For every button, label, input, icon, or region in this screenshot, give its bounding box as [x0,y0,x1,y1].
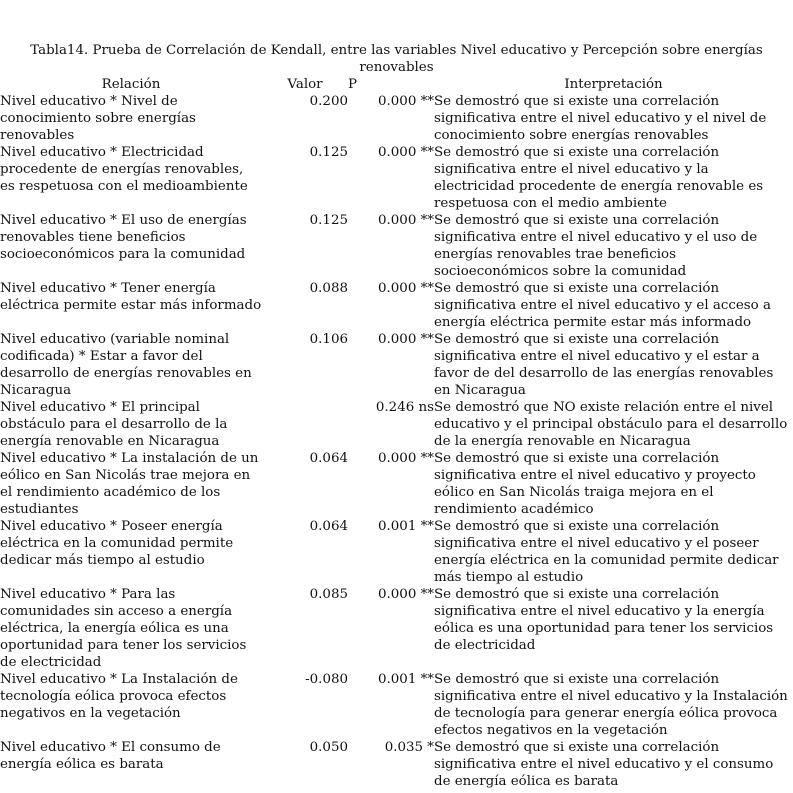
table-caption [0,42,793,76]
cell-p: 0.000 ** [378,587,434,602]
cell-relacion: Nivel educativo * El consumo de energía eólica es barata [0,740,221,772]
table-row [0,450,793,518]
cell-valor: 0.064 [309,451,348,466]
table-row [0,518,793,586]
cell-interpretacion: Se demostró que si existe una correlación significativa entre el nivel educativo y la electricidad procedente de energía renovable es respetuosa con el medio ambiente [434,145,764,211]
cell-valor: 0.050 [309,740,348,755]
table-row [0,280,793,331]
table-row [0,93,793,144]
table-row [0,331,793,399]
cell-p: 0.001 ** [378,519,434,534]
cell-p: 0.000 ** [378,145,434,160]
cell-p: 0.000 ** [378,332,434,347]
table-row [0,144,793,212]
cell-p: 0.000 ** [378,451,434,466]
cell-p: 0.000 ** [378,213,434,228]
cell-interpretacion: Se demostró que si existe una correlación significativa entre el nivel educativo y el nivel de conocimiento sobre energías renovables [434,94,767,143]
header-valor: Valor [287,77,323,92]
cell-relacion: Nivel educativo * El uso de energías renovables tiene beneficios socioeconómicos para la comunidad [0,213,247,262]
cell-valor: 0.064 [309,519,348,534]
header-p: P [348,77,358,92]
cell-valor: 0.200 [309,94,348,109]
cell-valor [262,399,348,450]
table-row [0,399,793,450]
cell-interpretacion: Se demostró que si existe una correlación significativa entre el nivel educativo y el consumo de energía eólica es barata [434,740,774,789]
cell-relacion: Nivel educativo (variable nominal codificada) * Estar a favor del desarrollo de energías renovables en Nicaragua [0,332,252,398]
cell-relacion: Nivel educativo * Tener energía eléctrica permite estar más informado [0,281,262,313]
cell-valor: 0.088 [309,281,348,296]
header-relacion: Relación [101,77,161,92]
cell-p: 0.001 ** [378,672,434,687]
cell-p: 0.000 ** [378,281,434,296]
cell-p: 0.035 * [384,740,434,755]
cell-interpretacion: Se demostró que si existe una correlación significativa entre el nivel educativo y proyecto eólico en San Nicolás traiga mejora en el rendimiento académico [434,451,756,517]
cell-relacion: Nivel educativo * La instalación de un eólico en San Nicolás trae mejora en el rendimiento académico de los estudiantes [0,451,259,517]
cell-relacion: Nivel educativo * Nivel de conocimiento sobre energías renovables [0,94,196,143]
cell-valor: 0.125 [309,213,348,228]
cell-interpretacion: Se demostró que si existe una correlación significativa entre el nivel educativo y el poseer energía eléctrica en la comunidad permite dedicar más tiempo al estudio [434,519,779,585]
cell-relacion: Nivel educativo * Para las comunidades sin acceso a energía eléctrica, la energía eólica es una oportunidad para tener los servicios de electricidad [0,587,247,670]
table-row [0,739,793,790]
table-header-row [0,76,793,93]
table-row [0,212,793,280]
cell-interpretacion: Se demostró que si existe una correlación significativa entre el nivel educativo y el uso de energías renovables trae beneficios socioeconómicos sobre la comunidad [434,213,758,279]
cell-relacion: Nivel educativo * La Instalación de tecnología eólica provoca efectos negativos en la vegetación [0,672,238,721]
table-row [0,671,793,739]
cell-relacion: Nivel educativo * Poseer energía eléctrica en la comunidad permite dedicar más tiempo al estudio [0,519,234,568]
cell-p: 0.000 ** [378,94,434,109]
cell-valor: -0.080 [305,672,348,687]
cell-interpretacion: Se demostró que NO existe relación entre el nivel educativo y el principal obstáculo para el desarrollo de la energía renovable en Nicaragua [434,400,788,449]
cell-valor: 0.085 [309,587,348,602]
cell-valor: 0.125 [309,145,348,160]
cell-interpretacion: Se demostró que si existe una correlación significativa entre el nivel educativo y la Instalación de tecnología para generar energía eólica provoca efectos negativos en la vegetación [434,672,788,738]
cell-valor: 0.106 [309,332,348,347]
cell-relacion: Nivel educativo * El principal obstáculo para el desarrollo de la energía renovable en Nicaragua [0,400,228,449]
cell-relacion: Nivel educativo * Electricidad procedente de energías renovables, es respetuosa con el medioambiente [0,145,248,194]
table-row [0,586,793,671]
header-interpretacion: Interpretación [564,77,663,92]
cell-p: 0.246 ns [375,400,434,415]
cell-interpretacion: Se demostró que si existe una correlación significativa entre el nivel educativo y el estar a favor de del desarrollo de las energías renovables en Nicaragua [434,332,774,398]
caption-line-2: renovables [359,60,434,75]
cell-interpretacion: Se demostró que si existe una correlación significativa entre el nivel educativo y el acceso a energía eléctrica permite estar más informado [434,281,771,330]
cell-interpretacion: Se demostró que si existe una correlación significativa entre el nivel educativo y la energía eólica es una oportunidad para tener los servicios de electricidad [434,587,774,653]
kendall-correlation-table [0,76,793,790]
caption-line-1: Tabla14. Prueba de Correlación de Kendall, entre las variables Nivel educativo y Percepción sobre energías [30,43,763,58]
